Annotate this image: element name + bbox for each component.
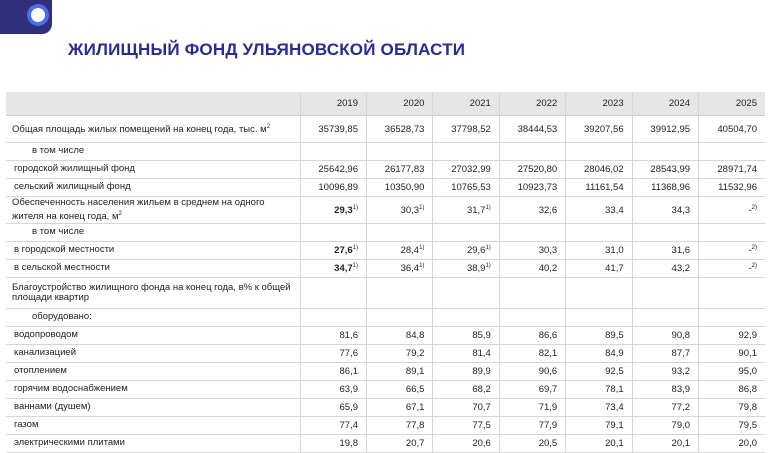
- cell-value: 20,1: [605, 438, 624, 449]
- cell-value: 11161,54: [585, 182, 624, 193]
- table-header-row: [6, 92, 765, 116]
- value-cell: [632, 435, 698, 453]
- cell-value: 89,5: [605, 330, 624, 341]
- table-row: [6, 399, 765, 417]
- value-cell: [300, 399, 366, 417]
- value-cell: [632, 345, 698, 363]
- footnote-mark: 1): [485, 245, 491, 251]
- cell-value: 69,7: [538, 384, 558, 395]
- cell-value: 67,1: [405, 402, 425, 413]
- cell-value: 41,7: [605, 263, 624, 274]
- value-cell: [632, 399, 698, 417]
- value-cell: [433, 327, 499, 345]
- unit-superscript: 2: [118, 210, 122, 217]
- value-cell: [300, 345, 366, 363]
- footnote-mark: 2): [751, 204, 757, 211]
- cell-value: 77,5: [472, 420, 491, 431]
- cell-value: 77,2: [671, 402, 691, 413]
- header-year: 2020: [367, 92, 433, 116]
- value-cell: [433, 197, 499, 224]
- cell-value: 86,6: [538, 330, 558, 341]
- footnote-mark: 1): [485, 263, 491, 269]
- header-year: 2025: [699, 92, 765, 116]
- cell-value: 28971,74: [717, 164, 757, 175]
- row-label: [6, 435, 300, 453]
- cell-value: 89,1: [405, 366, 425, 377]
- value-cell: [632, 242, 698, 260]
- row-label: [6, 224, 300, 242]
- table-row: [6, 327, 765, 345]
- value-cell: [433, 363, 499, 381]
- row-label-text: Общая площадь жилых помещений на конец года, тыс. м: [12, 124, 267, 136]
- cell-value: 81,6: [339, 330, 358, 341]
- cell-value: 70,7: [472, 402, 491, 413]
- value-cell: [632, 327, 698, 345]
- cell-value: 92,9: [738, 330, 757, 341]
- value-cell: [499, 161, 565, 179]
- cell-value: 36528,73: [384, 123, 425, 135]
- cell-value: 90,8: [671, 330, 691, 341]
- value-cell: [499, 143, 565, 161]
- value-cell: [300, 278, 366, 309]
- value-cell: [433, 143, 499, 161]
- row-label: [6, 242, 300, 260]
- housing-table-container: [6, 92, 765, 453]
- table-row: [6, 242, 765, 260]
- cell-value: 35739,85: [318, 123, 358, 135]
- header-year: 2019: [300, 92, 366, 116]
- value-cell: [300, 242, 366, 260]
- value-cell: [699, 327, 765, 345]
- cell-value: 73,4: [605, 402, 624, 413]
- row-label-text: горячим водоснабжением: [14, 383, 128, 395]
- cell-value: 78,1: [605, 384, 624, 395]
- cell-value: 20,6: [472, 438, 491, 449]
- value-cell: [566, 197, 632, 224]
- table-row: [6, 197, 765, 224]
- value-cell: [433, 417, 499, 435]
- cell-value: 26177,83: [384, 164, 425, 175]
- cell-value: 34,7: [334, 263, 353, 274]
- value-cell: [632, 197, 698, 224]
- value-cell: [367, 381, 433, 399]
- cell-value: 31,0: [605, 245, 624, 256]
- value-cell: [699, 278, 765, 309]
- value-cell: [632, 381, 698, 399]
- table-row: [6, 363, 765, 381]
- cell-value: 63,9: [339, 384, 358, 395]
- row-label-text: в сельской местности: [14, 262, 110, 274]
- value-cell: [433, 179, 499, 197]
- cell-value: -: [748, 204, 752, 216]
- row-label: [6, 278, 300, 309]
- cell-value: 95,0: [738, 366, 757, 377]
- value-cell: [300, 161, 366, 179]
- cell-value: 84,8: [405, 330, 425, 341]
- cell-value: 66,5: [405, 384, 425, 395]
- value-cell: [300, 435, 366, 453]
- cell-value: 10096,89: [318, 182, 358, 193]
- cell-value: 31,7: [466, 204, 486, 216]
- value-cell: [300, 116, 366, 143]
- value-cell: [566, 381, 632, 399]
- value-cell: [367, 224, 433, 242]
- value-cell: [300, 417, 366, 435]
- footnote-mark: 1): [352, 245, 358, 251]
- cell-value: 82,1: [538, 348, 558, 359]
- value-cell: [499, 224, 565, 242]
- row-label-text: газом: [14, 419, 39, 431]
- value-cell: [367, 309, 433, 327]
- cell-value: 79,5: [738, 420, 757, 431]
- value-cell: [300, 327, 366, 345]
- row-label: [6, 260, 300, 278]
- cell-value: 27,6: [334, 245, 353, 256]
- value-cell: [367, 161, 433, 179]
- table-row: [6, 179, 765, 197]
- page-title: ЖИЛИЩНЫЙ ФОНД УЛЬЯНОВСКОЙ ОБЛАСТИ: [68, 40, 466, 59]
- value-cell: [632, 417, 698, 435]
- value-cell: [300, 363, 366, 381]
- row-label-text: электрическими плитами: [14, 437, 125, 449]
- value-cell: [499, 197, 565, 224]
- row-label-text: отоплением: [14, 365, 67, 377]
- value-cell: [433, 242, 499, 260]
- cell-value: 38444,53: [517, 123, 558, 135]
- value-cell: [699, 260, 765, 278]
- table-row: [6, 381, 765, 399]
- value-cell: [566, 435, 632, 453]
- value-cell: [300, 260, 366, 278]
- row-label: [6, 327, 300, 345]
- value-cell: [632, 260, 698, 278]
- header-year: 2022: [499, 92, 565, 116]
- value-cell: [566, 242, 632, 260]
- cell-value: 10765,53: [451, 182, 491, 193]
- unit-superscript: 2: [266, 124, 271, 131]
- cell-value: 77,4: [339, 420, 358, 431]
- footnote-mark: 1): [419, 263, 425, 269]
- value-cell: [566, 278, 632, 309]
- row-label: [6, 381, 300, 399]
- row-label: [6, 345, 300, 363]
- footnote-mark: 1): [419, 245, 425, 251]
- cell-value: 36,4: [400, 263, 420, 274]
- value-cell: [367, 363, 433, 381]
- value-cell: [499, 179, 565, 197]
- value-cell: [367, 399, 433, 417]
- cell-value: 28,4: [400, 245, 420, 256]
- value-cell: [367, 197, 433, 224]
- cell-value: 38,9: [466, 263, 486, 274]
- value-cell: [632, 224, 698, 242]
- value-cell: [632, 179, 698, 197]
- cell-value: 10350,90: [384, 182, 425, 193]
- value-cell: [300, 309, 366, 327]
- value-cell: [699, 242, 765, 260]
- row-label: [6, 417, 300, 435]
- header-label-cell: [6, 92, 300, 116]
- value-cell: [367, 116, 433, 143]
- value-cell: [699, 345, 765, 363]
- value-cell: [699, 143, 765, 161]
- cell-value: 40504,70: [717, 123, 757, 135]
- value-cell: [699, 197, 765, 224]
- table-body: [6, 116, 765, 453]
- row-label-text: ваннами (душем): [14, 401, 91, 413]
- value-cell: [499, 242, 565, 260]
- value-cell: [499, 417, 565, 435]
- value-cell: [566, 260, 632, 278]
- value-cell: [367, 242, 433, 260]
- cell-value: 31,6: [671, 245, 691, 256]
- cell-value: 20,7: [405, 438, 425, 449]
- value-cell: [632, 309, 698, 327]
- value-cell: [699, 179, 765, 197]
- value-cell: [433, 161, 499, 179]
- table-row: [6, 161, 765, 179]
- table-row: [6, 278, 765, 309]
- value-cell: [699, 309, 765, 327]
- header-year: 2024: [632, 92, 698, 116]
- cell-value: 90,6: [538, 366, 558, 377]
- table-row: [6, 345, 765, 363]
- cell-value: 19,8: [339, 438, 358, 449]
- row-label-text: канализацией: [14, 347, 77, 359]
- value-cell: [566, 417, 632, 435]
- value-cell: [499, 363, 565, 381]
- table-row: [6, 116, 765, 143]
- cell-value: 43,2: [671, 263, 691, 274]
- header-year: 2023: [566, 92, 632, 116]
- value-cell: [499, 327, 565, 345]
- cell-value: 37798,52: [451, 123, 491, 135]
- row-label: [6, 309, 300, 327]
- value-cell: [433, 435, 499, 453]
- cell-value: 28543,99: [650, 164, 691, 175]
- cell-value: 25642,96: [318, 164, 358, 175]
- footnote-mark: 2): [751, 263, 757, 269]
- cell-value: 28046,02: [584, 164, 624, 175]
- value-cell: [632, 161, 698, 179]
- row-label-text: городской жилищный фонд: [14, 163, 135, 175]
- value-cell: [433, 278, 499, 309]
- table-row: [6, 435, 765, 453]
- cell-value: 39207,56: [584, 123, 624, 135]
- cell-value: 27032,99: [451, 164, 491, 175]
- value-cell: [499, 435, 565, 453]
- cell-value: 71,9: [538, 402, 558, 413]
- value-cell: [300, 143, 366, 161]
- value-cell: [566, 224, 632, 242]
- value-cell: [367, 278, 433, 309]
- cell-value: 20,5: [538, 438, 558, 449]
- cell-value: 68,2: [472, 384, 491, 395]
- row-label-text: в том числе: [32, 145, 85, 157]
- value-cell: [699, 224, 765, 242]
- cell-value: 10923,73: [517, 182, 558, 193]
- value-cell: [632, 143, 698, 161]
- value-cell: [699, 417, 765, 435]
- cell-value: 84,9: [605, 348, 624, 359]
- cell-value: 29,6: [466, 245, 486, 256]
- cell-value: 79,2: [405, 348, 425, 359]
- value-cell: [300, 381, 366, 399]
- cell-value: 11532,96: [718, 182, 757, 193]
- value-cell: [367, 143, 433, 161]
- table-row: [6, 417, 765, 435]
- value-cell: [433, 224, 499, 242]
- value-cell: [433, 309, 499, 327]
- cell-value: 34,3: [671, 204, 691, 216]
- logo-ring-icon: [27, 4, 49, 26]
- cell-value: 20,1: [671, 438, 691, 449]
- value-cell: [499, 309, 565, 327]
- value-cell: [566, 327, 632, 345]
- value-cell: [566, 161, 632, 179]
- cell-value: 93,2: [671, 366, 691, 377]
- cell-value: 79,1: [605, 420, 624, 431]
- footnote-mark: 2): [751, 245, 757, 251]
- cell-value: 77,6: [339, 348, 358, 359]
- value-cell: [499, 345, 565, 363]
- cell-value: 33,4: [605, 204, 624, 216]
- value-cell: [566, 143, 632, 161]
- row-label: [6, 179, 300, 197]
- value-cell: [367, 327, 433, 345]
- logo: [0, 0, 52, 34]
- value-cell: [367, 345, 433, 363]
- value-cell: [699, 363, 765, 381]
- cell-value: 11368,96: [651, 182, 691, 193]
- row-label: [6, 197, 300, 224]
- value-cell: [300, 179, 366, 197]
- value-cell: [433, 116, 499, 143]
- footnote-mark: 1): [352, 204, 358, 211]
- cell-value: 30,3: [400, 204, 420, 216]
- value-cell: [367, 260, 433, 278]
- housing-table: [6, 92, 765, 453]
- value-cell: [433, 260, 499, 278]
- cell-value: 30,3: [538, 245, 558, 256]
- row-label-text: оборудовано:: [32, 311, 92, 323]
- value-cell: [566, 116, 632, 143]
- table-row: [6, 260, 765, 278]
- value-cell: [499, 381, 565, 399]
- value-cell: [433, 345, 499, 363]
- cell-value: 40,2: [538, 263, 558, 274]
- footnote-mark: 1): [419, 204, 425, 211]
- cell-value: 86,8: [738, 384, 757, 395]
- value-cell: [699, 116, 765, 143]
- value-cell: [632, 116, 698, 143]
- cell-value: -: [748, 245, 752, 256]
- row-label-text: в городской местности: [14, 244, 115, 256]
- cell-value: 81,4: [472, 348, 491, 359]
- cell-value: 83,9: [671, 384, 691, 395]
- row-label: [6, 363, 300, 381]
- cell-value: -: [748, 263, 752, 274]
- cell-value: 77,9: [538, 420, 558, 431]
- value-cell: [499, 116, 565, 143]
- cell-value: 32,6: [538, 204, 558, 216]
- value-cell: [433, 399, 499, 417]
- cell-value: 77,8: [405, 420, 425, 431]
- row-label: [6, 116, 300, 143]
- table-row: [6, 309, 765, 327]
- cell-value: 39912,95: [650, 123, 691, 135]
- value-cell: [367, 179, 433, 197]
- header-year: 2021: [433, 92, 499, 116]
- row-label-text: сельский жилищный фонд: [14, 181, 131, 193]
- cell-value: 29,3: [334, 204, 353, 216]
- footnote-mark: 1): [485, 204, 491, 211]
- row-label-text: Обеспеченность населения жильем в среднем на одного жителя на конец года, м: [12, 197, 265, 222]
- value-cell: [499, 260, 565, 278]
- cell-value: 86,1: [339, 366, 358, 377]
- cell-value: 20,0: [738, 438, 757, 449]
- cell-value: 92,5: [605, 366, 624, 377]
- value-cell: [632, 278, 698, 309]
- value-cell: [367, 417, 433, 435]
- cell-value: 65,9: [339, 402, 358, 413]
- value-cell: [566, 179, 632, 197]
- value-cell: [699, 435, 765, 453]
- table-row: [6, 224, 765, 242]
- value-cell: [300, 197, 366, 224]
- value-cell: [499, 399, 565, 417]
- cell-value: 79,0: [671, 420, 691, 431]
- footnote-mark: 1): [352, 263, 358, 269]
- value-cell: [566, 363, 632, 381]
- value-cell: [566, 345, 632, 363]
- cell-value: 87,7: [671, 348, 691, 359]
- value-cell: [566, 309, 632, 327]
- row-label-text: Благоустройство жилищного фонда на конец года, в% к общей площади квартир: [12, 281, 291, 303]
- value-cell: [433, 381, 499, 399]
- value-cell: [699, 161, 765, 179]
- row-label-text: водопроводом: [14, 329, 78, 341]
- cell-value: 90,1: [738, 348, 757, 359]
- value-cell: [699, 399, 765, 417]
- value-cell: [699, 381, 765, 399]
- table-row: [6, 143, 765, 161]
- cell-value: 89,9: [472, 366, 491, 377]
- row-label: [6, 161, 300, 179]
- cell-value: 27520,80: [517, 164, 558, 175]
- value-cell: [566, 399, 632, 417]
- value-cell: [499, 278, 565, 309]
- row-label-text: в том числе: [32, 226, 85, 238]
- cell-value: 79,8: [738, 402, 757, 413]
- row-label: [6, 143, 300, 161]
- value-cell: [300, 224, 366, 242]
- value-cell: [632, 363, 698, 381]
- value-cell: [367, 435, 433, 453]
- cell-value: 85,9: [472, 330, 491, 341]
- row-label: [6, 399, 300, 417]
